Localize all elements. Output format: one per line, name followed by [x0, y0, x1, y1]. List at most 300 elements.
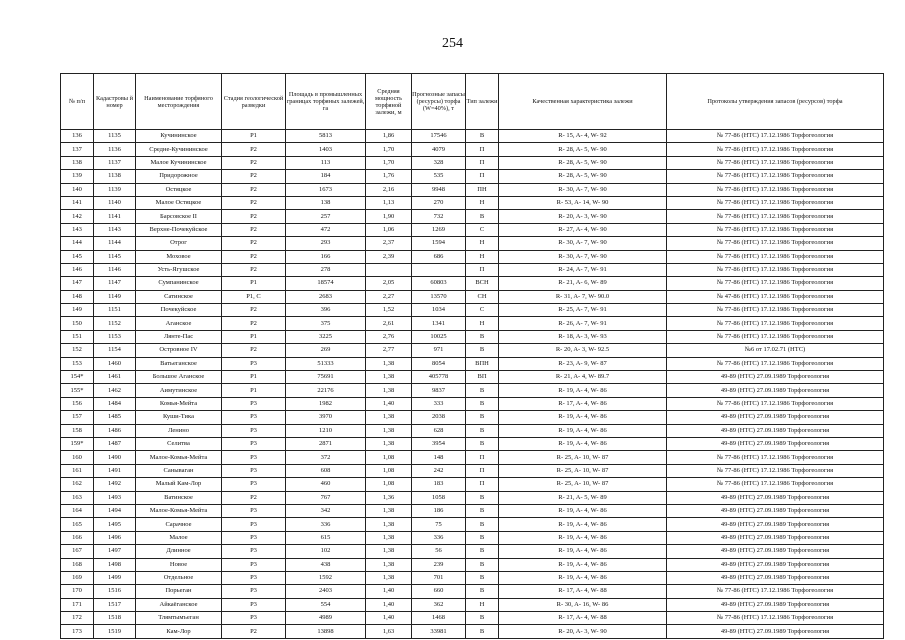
cell-stage: P1 [222, 384, 286, 397]
cell-type: B [466, 612, 499, 625]
scan-noise-marks [875, 230, 905, 390]
cell-quality: R- 17, A- 4, W- 86 [499, 397, 667, 410]
cell-area: 767 [286, 491, 366, 504]
cell-stage: P2 [222, 491, 286, 504]
table-row [61, 143, 884, 156]
cell-quality: R- 21, A- 5, W- 89 [499, 491, 667, 504]
page-number: 254 [442, 36, 463, 51]
cell-protocol: № 77-86 (НТС) 17.12.1986 Торфогеология [667, 196, 884, 209]
cell-num: 147 [61, 277, 94, 290]
cell-type: Н [466, 598, 499, 611]
cell-name: Усть-Ягушское [136, 263, 222, 276]
cell-cadastral: 1492 [94, 478, 136, 491]
cell-thickness: 1,08 [366, 451, 412, 464]
cell-protocol: № 77-86 (НТС) 17.12.1986 Торфогеология [667, 478, 884, 491]
table-row [61, 344, 884, 357]
cell-stage: P3 [222, 437, 286, 450]
cell-type: B [466, 344, 499, 357]
cell-type: П [466, 170, 499, 183]
cell-stage: P2 [222, 625, 286, 638]
header-reserves: Прогнозные запасы (ресурсы) торфа (W=40%), т [412, 74, 466, 130]
cell-reserves: 3954 [412, 437, 466, 450]
cell-cadastral: 1496 [94, 531, 136, 544]
cell-stage: P2 [222, 344, 286, 357]
cell-area: 554 [286, 598, 366, 611]
cell-num: 151 [61, 330, 94, 343]
cell-thickness: 2,16 [366, 183, 412, 196]
cell-stage: P2 [222, 143, 286, 156]
cell-reserves: 1594 [412, 237, 466, 250]
cell-reserves: 4079 [412, 143, 466, 156]
cell-area: 372 [286, 451, 366, 464]
cell-num: 168 [61, 558, 94, 571]
cell-name: Лянте-Пас [136, 330, 222, 343]
cell-num: 141 [61, 196, 94, 209]
cell-reserves: 535 [412, 170, 466, 183]
cell-protocol: 49-89 (НТС) 27.09.1989 Торфогеология [667, 384, 884, 397]
cell-protocol: № 77-86 (НТС) 17.12.1986 Торфогеология [667, 357, 884, 370]
cell-protocol: № 77-86 (НТС) 17.12.1986 Торфогеология [667, 130, 884, 143]
cell-reserves: 336 [412, 531, 466, 544]
cell-num: 140 [61, 183, 94, 196]
cell-quality: R- 20, A- 3, W- 90 [499, 625, 667, 638]
cell-area: 166 [286, 250, 366, 263]
cell-cadastral: 1139 [94, 183, 136, 196]
cell-stage: P3 [222, 585, 286, 598]
cell-reserves: 8054 [412, 357, 466, 370]
cell-type: П [466, 478, 499, 491]
cell-area: 1673 [286, 183, 366, 196]
cell-protocol: № 77-86 (НТС) 17.12.1986 Торфогеология [667, 223, 884, 236]
cell-type: B [466, 531, 499, 544]
cell-protocol: № 77-86 (НТС) 17.12.1986 Торфогеология [667, 250, 884, 263]
cell-stage: P2 [222, 170, 286, 183]
cell-quality: R- 21, A- 6, W- 89 [499, 277, 667, 290]
cell-num: 139 [61, 170, 94, 183]
cell-thickness: 1,06 [366, 223, 412, 236]
table-row [61, 130, 884, 143]
cell-type: П [466, 263, 499, 276]
cell-thickness: 1,38 [366, 504, 412, 517]
cell-protocol: 49-89 (НТС) 27.09.1989 Торфогеология [667, 558, 884, 571]
cell-protocol: № 77-86 (НТС) 17.12.1986 Торфогеология [667, 464, 884, 477]
cell-quality: R- 18, A- 3, W- 93 [499, 330, 667, 343]
cell-thickness: 2,39 [366, 250, 412, 263]
cell-stage: P2 [222, 317, 286, 330]
cell-quality: R- 23, A- 9, W- 87 [499, 357, 667, 370]
table-row [61, 571, 884, 584]
cell-area: 269 [286, 344, 366, 357]
cell-cadastral: 1145 [94, 250, 136, 263]
cell-protocol: 49-89 (НТС) 27.09.1989 Торфогеология [667, 625, 884, 638]
cell-quality: R- 25, A- 10, W- 87 [499, 478, 667, 491]
cell-reserves: 405778 [412, 371, 466, 384]
table-row [61, 464, 884, 477]
cell-name: Почекуйское [136, 304, 222, 317]
cell-quality: R- 19, A- 4, W- 86 [499, 424, 667, 437]
table-header-row [61, 74, 884, 130]
table-row [61, 263, 884, 276]
cell-stage: P3 [222, 598, 286, 611]
cell-thickness: 1,08 [366, 478, 412, 491]
cell-thickness: 2,27 [366, 290, 412, 303]
cell-name: Комья-Мейта [136, 397, 222, 410]
cell-cadastral: 1140 [94, 196, 136, 209]
cell-type: B [466, 625, 499, 638]
table-row [61, 625, 884, 638]
cell-area: 293 [286, 237, 366, 250]
cell-type: П [466, 464, 499, 477]
cell-protocol: № 77-86 (НТС) 17.12.1986 Торфогеология [667, 277, 884, 290]
cell-reserves: 75 [412, 518, 466, 531]
cell-area: 1592 [286, 571, 366, 584]
cell-cadastral: 1485 [94, 411, 136, 424]
cell-cadastral: 1519 [94, 625, 136, 638]
cell-quality: R- 19, A- 4, W- 86 [499, 504, 667, 517]
cell-protocol: № 77-86 (НТС) 17.12.1986 Торфогеология [667, 210, 884, 223]
table-row [61, 223, 884, 236]
table-row [61, 384, 884, 397]
table-row [61, 317, 884, 330]
table-row [61, 612, 884, 625]
cell-num: 172 [61, 612, 94, 625]
cell-type: ПН [466, 183, 499, 196]
cell-type: B [466, 585, 499, 598]
cell-cadastral: 1135 [94, 130, 136, 143]
cell-thickness: 1,38 [366, 424, 412, 437]
cell-num: 165 [61, 518, 94, 531]
cell-type: Н [466, 237, 499, 250]
cell-thickness: 1,38 [366, 437, 412, 450]
cell-type: Н [466, 196, 499, 209]
cell-thickness: 1,52 [366, 304, 412, 317]
cell-protocol: № 77-86 (НТС) 17.12.1986 Торфогеология [667, 330, 884, 343]
cell-area: 472 [286, 223, 366, 236]
cell-stage: P3 [222, 571, 286, 584]
header-quality: Качественная характеристика залежи [499, 74, 667, 130]
cell-stage: P3 [222, 531, 286, 544]
cell-num: 137 [61, 143, 94, 156]
cell-name: Малое Кучининское [136, 156, 222, 169]
cell-stage: P2 [222, 250, 286, 263]
cell-reserves: 270 [412, 196, 466, 209]
cell-name: Сумпанинское [136, 277, 222, 290]
cell-name: Моховое [136, 250, 222, 263]
cell-cadastral: 1460 [94, 357, 136, 370]
cell-name: Отдельное [136, 571, 222, 584]
table-row [61, 598, 884, 611]
cell-area: 336 [286, 518, 366, 531]
table-row [61, 196, 884, 209]
cell-quality: R- 31, A- 7, W- 90.0 [499, 290, 667, 303]
cell-cadastral: 1490 [94, 451, 136, 464]
cell-area: 113 [286, 156, 366, 169]
table-row [61, 558, 884, 571]
cell-stage: P1 [222, 371, 286, 384]
table-row [61, 357, 884, 370]
cell-stage: P3 [222, 451, 286, 464]
cell-cadastral: 1518 [94, 612, 136, 625]
cell-area: 51333 [286, 357, 366, 370]
cell-reserves: 1468 [412, 612, 466, 625]
cell-area: 1982 [286, 397, 366, 410]
cell-thickness: 1,38 [366, 357, 412, 370]
cell-protocol: № 77-86 (НТС) 17.12.1986 Торфогеология [667, 263, 884, 276]
cell-protocol: 49-89 (НТС) 27.09.1989 Торфогеология [667, 531, 884, 544]
cell-stage: P2 [222, 237, 286, 250]
cell-thickness: 1,40 [366, 585, 412, 598]
cell-protocol: № 77-86 (НТС) 17.12.1986 Торфогеология [667, 612, 884, 625]
cell-protocol: 49-89 (НТС) 27.09.1989 Торфогеология [667, 437, 884, 450]
cell-stage: P3 [222, 518, 286, 531]
cell-name: Ватьеганское [136, 357, 222, 370]
cell-area: 396 [286, 304, 366, 317]
cell-name: Средне-Кучининское [136, 143, 222, 156]
header-area: Площадь в промышленных границах торфяных залежей, га [286, 74, 366, 130]
cell-protocol: № 77-86 (НТС) 17.12.1986 Торфогеология [667, 451, 884, 464]
cell-cadastral: 1493 [94, 491, 136, 504]
table-row [61, 504, 884, 517]
cell-num: 173 [61, 625, 94, 638]
cell-reserves: 60803 [412, 277, 466, 290]
cell-type: B [466, 558, 499, 571]
cell-name: Сатинское [136, 290, 222, 303]
cell-thickness: 1,76 [366, 170, 412, 183]
cell-reserves [412, 263, 466, 276]
cell-reserves: 9837 [412, 384, 466, 397]
cell-quality: R- 19, A- 4, W- 86 [499, 531, 667, 544]
cell-protocol: № 77-86 (НТС) 17.12.1986 Торфогеология [667, 237, 884, 250]
cell-num: 152 [61, 344, 94, 357]
cell-stage: P1 [222, 277, 286, 290]
cell-name: Куши-Тика [136, 411, 222, 424]
cell-reserves: 9948 [412, 183, 466, 196]
cell-thickness: 1,38 [366, 558, 412, 571]
cell-cadastral: 1147 [94, 277, 136, 290]
header-thickness: Средняя мощность торфяной залежи, м [366, 74, 412, 130]
cell-name: Санываган [136, 464, 222, 477]
cell-cadastral: 1495 [94, 518, 136, 531]
cell-protocol: 49-89 (НТС) 27.09.1989 Торфогеология [667, 371, 884, 384]
cell-stage: P2 [222, 263, 286, 276]
cell-cadastral: 1487 [94, 437, 136, 450]
cell-quality: R- 30, A- 7, W- 90 [499, 250, 667, 263]
cell-quality: R- 28, A- 5, W- 90 [499, 143, 667, 156]
cell-reserves: 186 [412, 504, 466, 517]
cell-reserves: 628 [412, 424, 466, 437]
cell-type: П [466, 143, 499, 156]
cell-name: Новое [136, 558, 222, 571]
cell-num: 166 [61, 531, 94, 544]
table-row [61, 451, 884, 464]
table-row [61, 156, 884, 169]
table-row [61, 183, 884, 196]
cell-area: 257 [286, 210, 366, 223]
cell-type: B [466, 411, 499, 424]
cell-area: 608 [286, 464, 366, 477]
cell-area: 615 [286, 531, 366, 544]
cell-name: Отрог [136, 237, 222, 250]
cell-cadastral: 1484 [94, 397, 136, 410]
cell-stage: P3 [222, 612, 286, 625]
cell-num: 164 [61, 504, 94, 517]
cell-type: B [466, 504, 499, 517]
table-row [61, 518, 884, 531]
cell-thickness: 1,40 [366, 397, 412, 410]
cell-quality: R- 19, A- 4, W- 86 [499, 518, 667, 531]
cell-type: B [466, 384, 499, 397]
cell-area: 375 [286, 317, 366, 330]
cell-area: 22176 [286, 384, 366, 397]
cell-quality: R- 20, A- 3, W- 92.5 [499, 344, 667, 357]
cell-protocol: 49-89 (НТС) 27.09.1989 Торфогеология [667, 411, 884, 424]
cell-quality: R- 27, A- 4, W- 90 [499, 223, 667, 236]
cell-thickness: 1,38 [366, 411, 412, 424]
cell-area: 342 [286, 504, 366, 517]
cell-reserves: 333 [412, 397, 466, 410]
cell-quality: R- 30, A- 16, W- 86 [499, 598, 667, 611]
cell-quality: R- 19, A- 4, W- 86 [499, 411, 667, 424]
cell-cadastral: 1153 [94, 330, 136, 343]
cell-reserves: 1341 [412, 317, 466, 330]
table-row [61, 437, 884, 450]
cell-num: 145 [61, 250, 94, 263]
header-num: № п/п [61, 74, 94, 130]
cell-thickness: 1,86 [366, 130, 412, 143]
cell-num: 171 [61, 598, 94, 611]
cell-num: 162 [61, 478, 94, 491]
cell-thickness: 1,08 [366, 464, 412, 477]
cell-reserves: 701 [412, 571, 466, 584]
cell-area: 138 [286, 196, 366, 209]
cell-cadastral: 1138 [94, 170, 136, 183]
cell-stage: P3 [222, 397, 286, 410]
cell-stage: P2 [222, 156, 286, 169]
cell-num: 160 [61, 451, 94, 464]
cell-name: Барсовское II [136, 210, 222, 223]
cell-thickness: 2,77 [366, 344, 412, 357]
cell-thickness: 1,38 [366, 384, 412, 397]
cell-protocol: № 77-86 (НТС) 17.12.1986 Торфогеология [667, 183, 884, 196]
cell-num: 144 [61, 237, 94, 250]
cell-stage: P2 [222, 183, 286, 196]
cell-protocol: 49-89 (НТС) 27.09.1989 Торфогеология [667, 424, 884, 437]
cell-thickness: 1,70 [366, 143, 412, 156]
cell-protocol: 49-89 (НТС) 27.09.1989 Торфогеология [667, 518, 884, 531]
cell-type: B [466, 518, 499, 531]
cell-type: СН [466, 290, 499, 303]
cell-num: 161 [61, 464, 94, 477]
cell-stage: P1, C [222, 290, 286, 303]
cell-num: 158 [61, 424, 94, 437]
cell-name: Большое Аганское [136, 371, 222, 384]
cell-type: B [466, 397, 499, 410]
table-row [61, 478, 884, 491]
table-row [61, 170, 884, 183]
cell-thickness: 1,38 [366, 371, 412, 384]
cell-type: C [466, 304, 499, 317]
table-row [61, 237, 884, 250]
cell-stage: P3 [222, 478, 286, 491]
cell-type: Н [466, 250, 499, 263]
cell-type: B [466, 330, 499, 343]
cell-protocol: 49-89 (НТС) 27.09.1989 Торфогеология [667, 571, 884, 584]
cell-type: B [466, 491, 499, 504]
cell-quality: R- 25, A- 10, W- 87 [499, 451, 667, 464]
cell-quality: R- 19, A- 4, W- 86 [499, 571, 667, 584]
cell-reserves: 2038 [412, 411, 466, 424]
peat-deposits-table [60, 73, 884, 639]
cell-cadastral: 1486 [94, 424, 136, 437]
cell-type: ВПН [466, 357, 499, 370]
table-row [61, 545, 884, 558]
cell-reserves: 17546 [412, 130, 466, 143]
cell-area: 5813 [286, 130, 366, 143]
cell-area: 184 [286, 170, 366, 183]
cell-stage: P3 [222, 424, 286, 437]
header-type: Тип залежи [466, 74, 499, 130]
cell-num: 148 [61, 290, 94, 303]
table-row [61, 277, 884, 290]
cell-type: B [466, 437, 499, 450]
cell-reserves: 328 [412, 156, 466, 169]
cell-num: 170 [61, 585, 94, 598]
cell-stage: P2 [222, 304, 286, 317]
cell-name: Малое Остяцкое [136, 196, 222, 209]
cell-cadastral: 1141 [94, 210, 136, 223]
cell-thickness: 1,40 [366, 612, 412, 625]
cell-name: Аганское [136, 317, 222, 330]
cell-protocol: № 77-86 (НТС) 17.12.1986 Торфогеология [667, 304, 884, 317]
header-protocols: Протоколы утверждения запасов (ресурсов) торфа [667, 74, 884, 130]
cell-quality: R- 30, A- 7, W- 90 [499, 183, 667, 196]
cell-stage: P2 [222, 223, 286, 236]
header-stage: Стадия геологической разведки [222, 74, 286, 130]
cell-reserves: 1269 [412, 223, 466, 236]
cell-quality: R- 28, A- 5, W- 90 [499, 156, 667, 169]
cell-quality: R- 19, A- 4, W- 86 [499, 558, 667, 571]
cell-area: 438 [286, 558, 366, 571]
cell-num: 169 [61, 571, 94, 584]
cell-quality: R- 15, A- 4, W- 92 [499, 130, 667, 143]
header-name: Наименование торфяного месторождения [136, 74, 222, 130]
cell-reserves: 56 [412, 545, 466, 558]
cell-stage: P3 [222, 411, 286, 424]
cell-area: 460 [286, 478, 366, 491]
cell-area: 18574 [286, 277, 366, 290]
cell-name: Придорожное [136, 170, 222, 183]
cell-name: Длинное [136, 545, 222, 558]
table-row [61, 491, 884, 504]
cell-thickness: 1,63 [366, 625, 412, 638]
cell-reserves: 33981 [412, 625, 466, 638]
cell-cadastral: 1152 [94, 317, 136, 330]
cell-quality: R- 20, A- 3, W- 90 [499, 210, 667, 223]
table-row [61, 371, 884, 384]
cell-reserves: 10025 [412, 330, 466, 343]
cell-quality: R- 24, A- 7, W- 91 [499, 263, 667, 276]
cell-num: 146 [61, 263, 94, 276]
cell-area: 1210 [286, 424, 366, 437]
cell-type: Н [466, 317, 499, 330]
cell-name: Остяцкое [136, 183, 222, 196]
cell-num: 138 [61, 156, 94, 169]
header-cadastral: Кадастровы й номер [94, 74, 136, 130]
cell-num: 156 [61, 397, 94, 410]
cell-area: 13898 [286, 625, 366, 638]
cell-cadastral: 1516 [94, 585, 136, 598]
cell-type: B [466, 210, 499, 223]
